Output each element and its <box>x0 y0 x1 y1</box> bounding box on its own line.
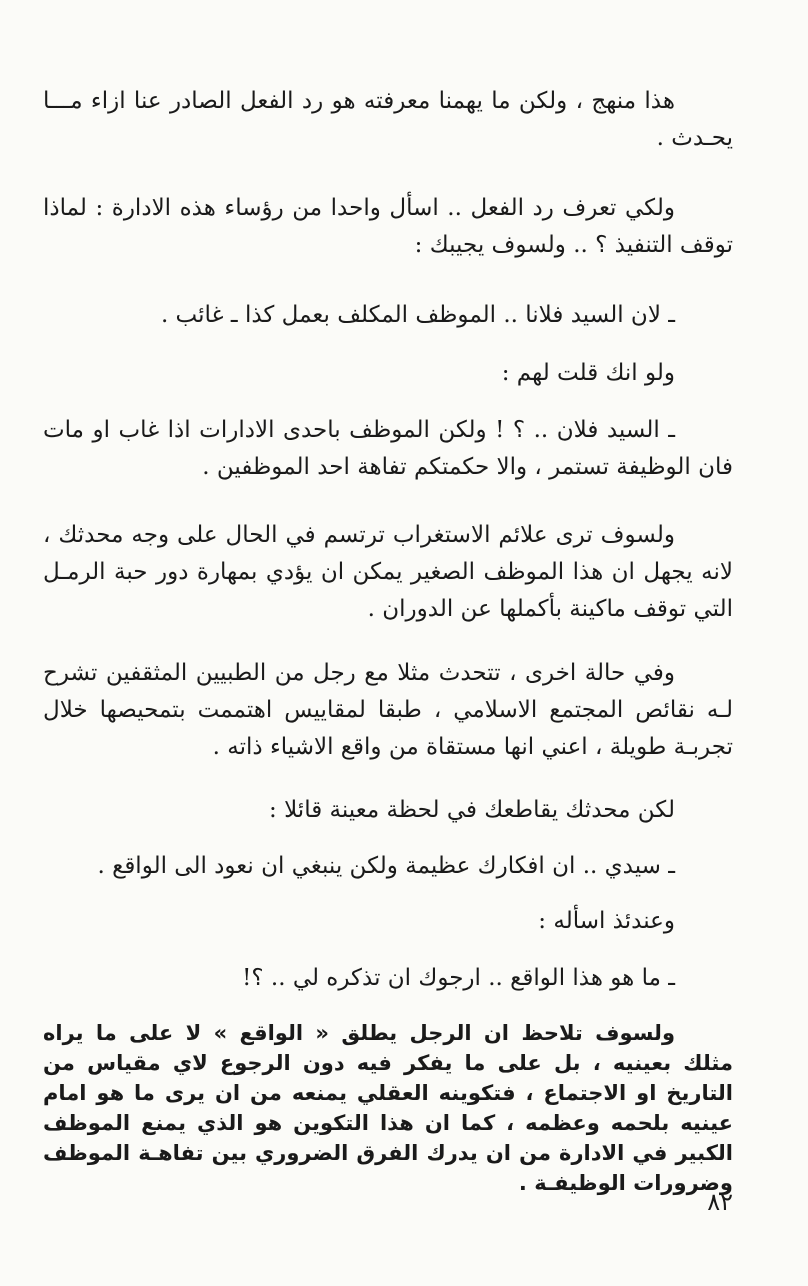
paragraph-3: ولو انك قلت لهم : <box>501 360 675 386</box>
dialog-line-1: ـ لان السيد فلانا .. الموظف المكلف بعمل كذا ـ غائب . <box>160 302 675 328</box>
paragraph-2: ولكي تعرف رد الفعل .. اسأل واحدا من رؤساء هذه الادارة : لماذا توقف التنفيذ ؟ .. ولسوف يجيبك : <box>43 195 733 258</box>
paragraph-4: ولسوف ترى علائم الاستغراب ترتسم في الحال على وجه محدثك ، لانه يجهل ان هذا الموظف الصغير يمكن ان يؤدي بمهارة دور حبة الرمـل التي توقف ماكينة بأكملها عن الدوران . <box>43 522 733 622</box>
page-number: ٨٢ <box>707 1188 733 1216</box>
paragraph-5: وفي حالة اخرى ، تتحدث مثلا مع رجل من الطبيين المثقفين تشرح لـه نقائص المجتمع الاسلامي ، طبقا لمقاييس اهتممت بتمحيصها خلال تجربـة طويلة ، اعني انها مستقاة من واقع الاشياء ذاته . <box>43 660 733 760</box>
dialog-line-2: ـ السيد فلان .. ؟ ! ولكن الموظف باحدى الادارات اذا غاب او مات فان الوظيفة تستمر ، والا حكمتكم تفاهة احد الموظفين . <box>43 417 733 480</box>
dialog-line-3: ـ سيدي .. ان افكارك عظيمة ولكن ينبغي ان نعود الى الواقع . <box>97 853 675 879</box>
paragraph-6: لكن محدثك يقاطعك في لحظة معينة قائلا : <box>269 797 675 823</box>
paragraph-1: هذا منهج ، ولكن ما يهمنا معرفته هو رد الفعل الصادر عنا ازاء مـــا يحـدث . <box>43 88 733 151</box>
dialog-line-4: ـ ما هو هذا الواقع .. ارجوك ان تذكره لي .. ؟! <box>242 965 675 991</box>
paragraph-7: وعندئذ اسأله : <box>538 908 675 934</box>
paragraph-8-bold: ولسوف تلاحظ ان الرجل يطلق « الواقع » لا على ما يراه مثلك بعينيه ، بل على ما يفكر فيه دون الرجوع لاي مقياس من التاريخ او الاجتماع ، فتكوينه العقلي يمنعه من ان يرى ما هو امام عينيه بلحمه وعظمه ، كما ان هذا التكوين هو الذي يمنع الموظف الكبير في الادارة من ان يدرك الفرق الضروري بين تفاهـة الموظف وضرورات الوظيفـة . <box>43 1021 733 1195</box>
